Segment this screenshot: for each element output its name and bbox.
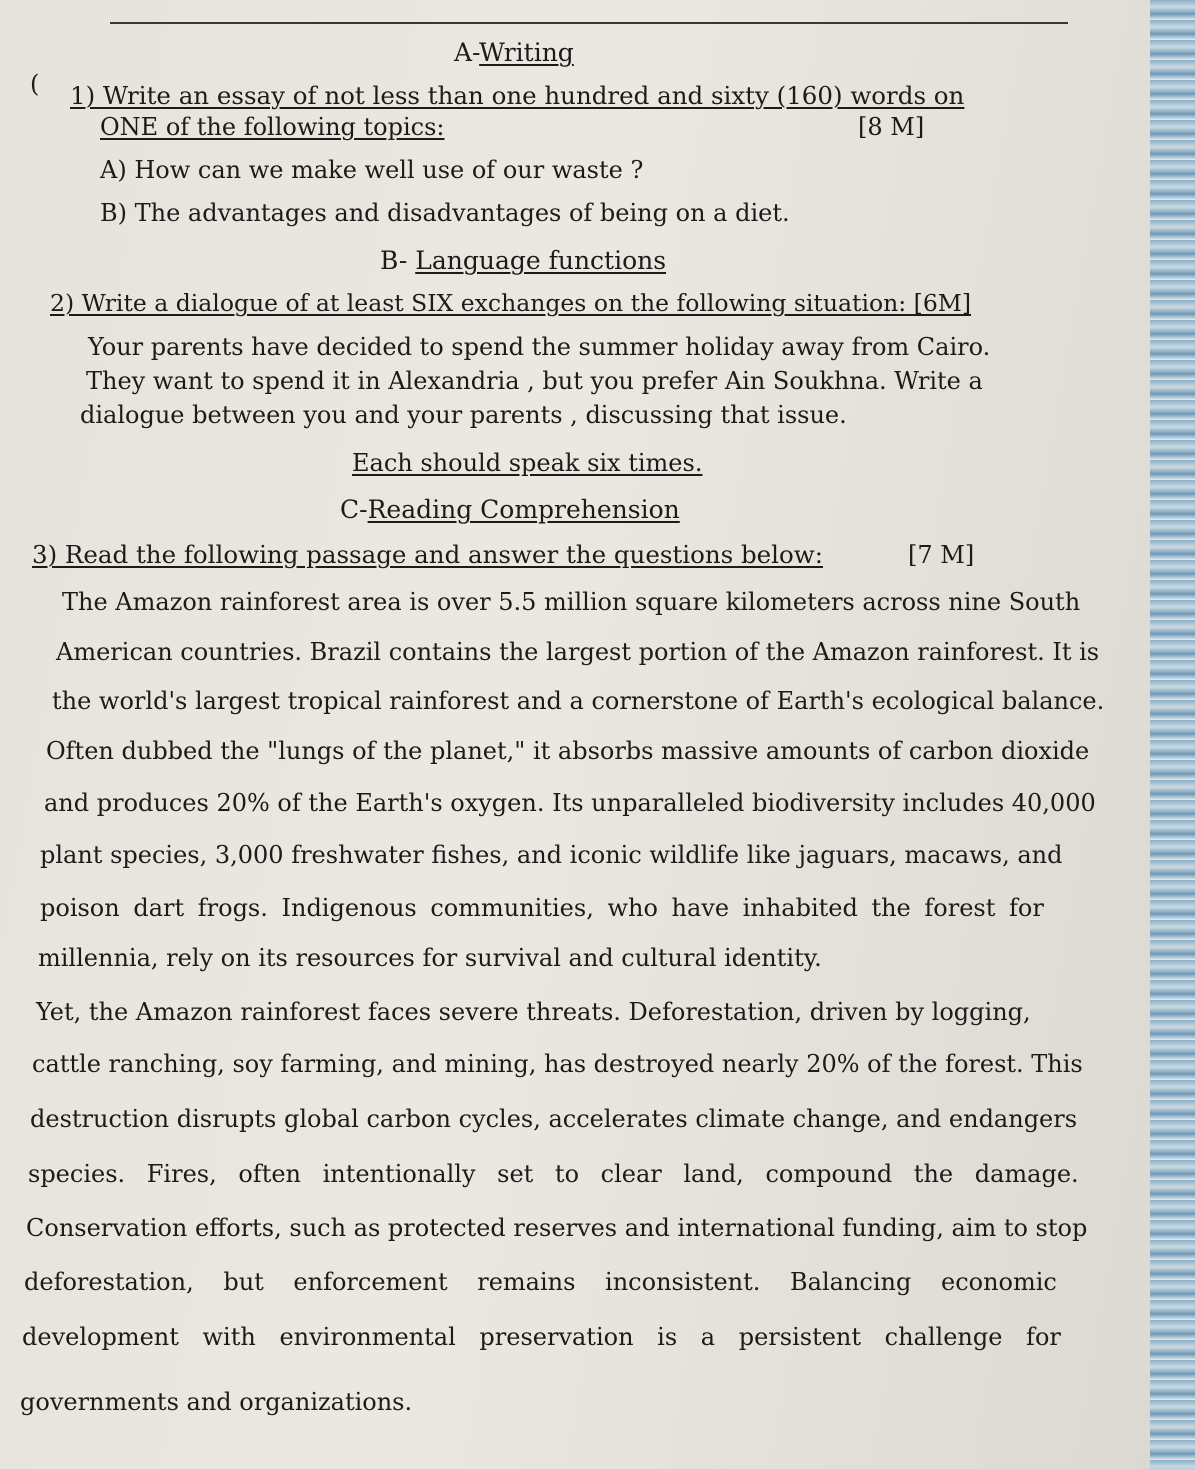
passage-line: plant species, 3,000 freshwater fishes, and iconic wildlife like jaguars, macaws, and [40,841,1063,869]
question-1-line2: ONE of the following topics: [100,113,445,141]
question-1-marks: [8 M] [858,113,925,141]
passage-line: species. Fires, often intentionally set to clear land, compound the damage. [28,1160,1079,1188]
passage-line: development with environmental preservation is a persistent challenge for [22,1323,1061,1351]
topic-option-a: A) How can we make well use of our waste ? [100,156,644,184]
section-b-title: B- Language functions [380,246,667,275]
passage-line: Conservation efforts, such as protected reserves and international funding, aim to stop [26,1214,1088,1242]
question-3: 3) Read the following passage and answer the questions below: [32,540,823,569]
question-3-marks: [7 M] [908,541,975,569]
passage-line: Often dubbed the "lungs of the planet," it absorbs massive amounts of carbon dioxide [46,737,1090,765]
passage-line: and produces 20% of the Earth's oxygen. Its unparalleled biodiversity includes 40,000 [44,789,1096,817]
question-1-line1: 1) Write an essay of not less than one hundred and sixty (160) words on [70,81,965,110]
passage-line: the world's largest tropical rainforest and a cornerstone of Earth's ecological balance. [52,687,1105,715]
dialogue-note: Each should speak six times. [352,449,703,477]
passage-line: The Amazon rainforest area is over 5.5 million square kilometers across nine South [62,588,1081,616]
passage-line: Yet, the Amazon rainforest faces severe threats. Deforestation, driven by logging, [36,998,1031,1026]
header-rule [110,22,1068,24]
passage-line: governments and organizations. [20,1388,413,1416]
situation-line: dialogue between you and your parents , discussing that issue. [80,401,847,429]
passage-line: poison dart frogs. Indigenous communities, who have inhabited the forest for [40,894,1044,922]
passage-line: deforestation, but enforcement remains inconsistent. Balancing economic [24,1268,1057,1296]
passage-line: cattle ranching, soy farming, and mining, has destroyed nearly 20% of the forest. This [32,1050,1083,1078]
question-2: 2) Write a dialogue of at least SIX exchanges on the following situation: [6M] [50,289,971,317]
section-a-title: A-Writing [454,38,574,67]
section-c-title: C-Reading Comprehension [340,495,680,524]
background-edge [1150,0,1195,1469]
passage-line: American countries. Brazil contains the largest portion of the Amazon rainforest. It is [56,638,1100,666]
passage-line: destruction disrupts global carbon cycles, accelerates climate change, and endangers [30,1105,1078,1133]
situation-line: They want to spend it in Alexandria , but you prefer Ain Soukhna. Write a [86,367,983,395]
situation-line: Your parents have decided to spend the summer holiday away from Cairo. [88,333,991,361]
passage-line: millennia, rely on its resources for survival and cultural identity. [38,944,822,972]
topic-option-b: B) The advantages and disadvantages of being on a diet. [100,199,790,227]
margin-mark: ( [30,70,40,98]
